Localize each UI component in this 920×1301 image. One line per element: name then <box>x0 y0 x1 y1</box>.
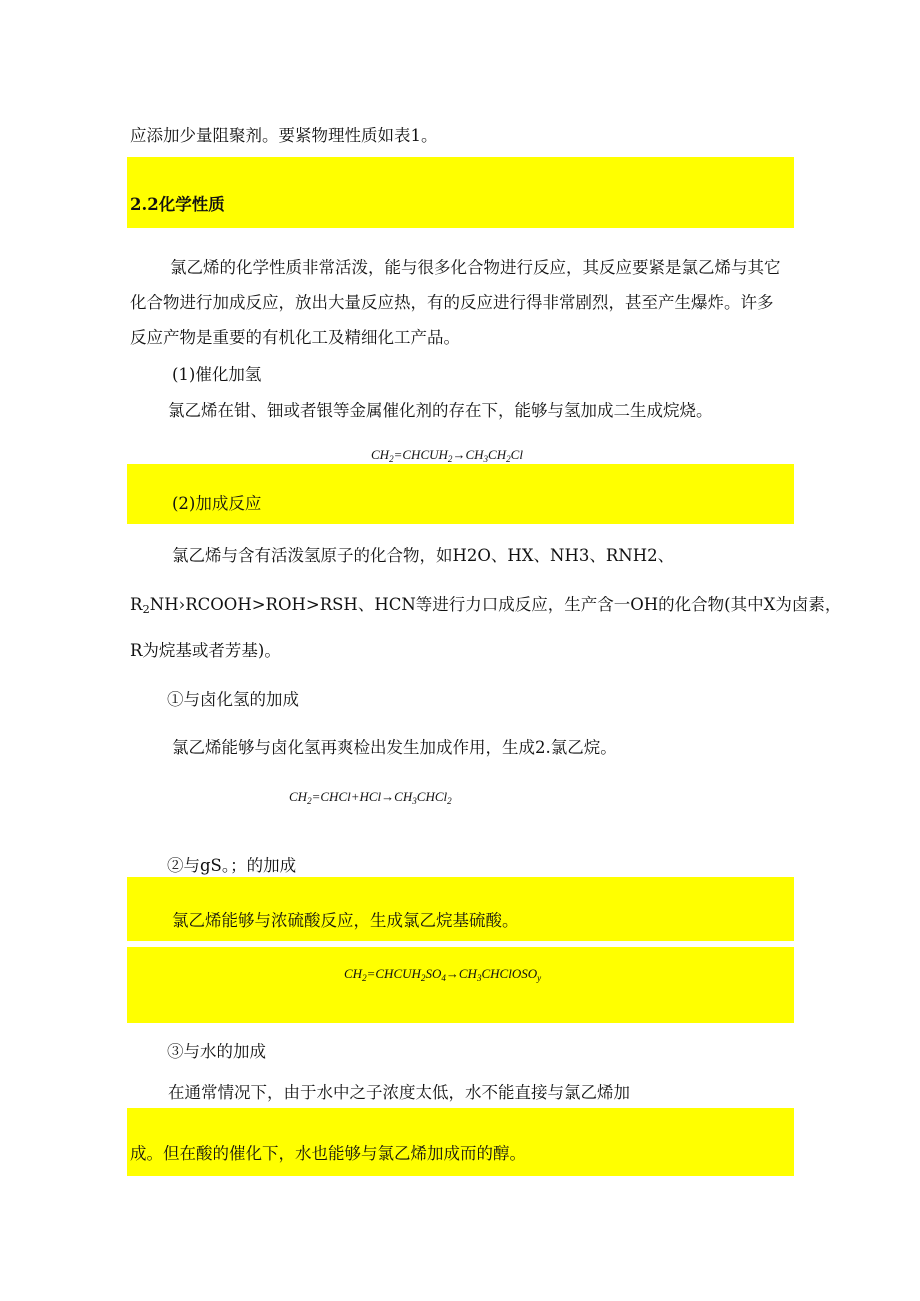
highlight-band-heading <box>127 157 794 228</box>
eq-part: CH <box>344 966 363 981</box>
paragraph-line: 反应产物是重要的有机化工及精细化工产品。 <box>130 328 460 347</box>
eq-sub: 3 <box>483 454 489 464</box>
list-item: ①与卤化氢的加成 <box>167 690 299 709</box>
eq-sub: 2 <box>362 973 367 983</box>
eq-sub: 2 <box>389 454 394 464</box>
eq-sub: 3 <box>412 796 417 806</box>
eq-part: CHCl <box>416 789 448 804</box>
paragraph-line: 成。但在酸的催化下，水也能够与氯乙烯加成而的醇。 <box>130 1144 526 1163</box>
eq-part: CH <box>371 447 390 462</box>
paragraph-line: R为烷基或者芳基)。 <box>130 641 281 660</box>
list-item: ②与gS。；的加成 <box>167 856 297 875</box>
eq-part: Cl <box>510 447 523 462</box>
paragraph-text: NH›RCOOH>ROH>RSH、HCN等进行力口成反应，生产含一OH的化合物(其中X为卤素， <box>149 595 842 614</box>
subheading: (2)加成反应 <box>172 494 262 513</box>
highlight-band-equation <box>127 947 794 1023</box>
eq-sub: 2 <box>447 454 453 464</box>
eq-sub: y <box>537 973 542 983</box>
eq-part: =CHCl+HCl→CH <box>311 789 413 804</box>
eq-sub: 2 <box>307 796 312 806</box>
eq-part: CHClOSO <box>481 966 538 981</box>
list-item: ③与水的加成 <box>167 1042 266 1061</box>
eq-part: →CH <box>445 966 477 981</box>
paragraph-line: 氯乙烯能够与浓硫酸反应，生成氯乙烷基硫酸。 <box>172 911 519 930</box>
paragraph-line: 在通常情况下，由于水中之子浓度太低，水不能直接与氯乙烯加 <box>168 1083 630 1102</box>
paragraph-line <box>130 594 841 616</box>
paragraph-line: 化合物进行加成反应，放出大量反应热，有的反应进行得非常剧烈，甚至产生爆炸。许多 <box>130 293 774 312</box>
highlight-band-water <box>127 1108 794 1176</box>
paragraph-line: 氯乙烯与含有活泼氢原子的化合物，如H2O、HX、NH3、RNH2、 <box>172 546 675 565</box>
equation-hydrohalogenation <box>289 788 452 806</box>
eq-part: =CHCUH <box>366 966 421 981</box>
eq-sub: 2 <box>142 602 150 616</box>
paragraph-line: 氯乙烯能够与卤化氢再爽检出发生加成作用，生成2.氯乙烷。 <box>172 738 617 757</box>
paragraph-line: 氯乙烯的化学性质非常活泼，能与很多化合物进行反应，其反应要紧是氯乙烯与其它 <box>170 258 781 277</box>
eq-sub: 3 <box>476 973 482 983</box>
equation-hydrogenation <box>371 446 523 464</box>
eq-sub: 2 <box>506 454 511 464</box>
paragraph-line: 氯乙烯在钳、钿或者银等金属催化剂的存在下，能够与氢加成二生成烷烧。 <box>168 401 713 420</box>
subheading: (1)催化加氢 <box>172 365 262 384</box>
r2-prefix: R <box>130 595 143 614</box>
eq-part: CH <box>488 447 507 462</box>
eq-part: =CHCUH <box>393 447 448 462</box>
eq-sub: 2 <box>447 796 452 806</box>
eq-part: SO <box>425 966 442 981</box>
eq-part: CH <box>289 789 308 804</box>
eq-part: →CH <box>452 447 484 462</box>
eq-sub: 2 <box>420 973 426 983</box>
equation-sulfuric <box>344 965 541 983</box>
section-heading: 2.2化学性质 <box>130 195 225 214</box>
eq-sub: 4 <box>441 973 446 983</box>
text-line: 应添加少量阻聚剂。要紧物理性质如表1。 <box>130 126 438 145</box>
